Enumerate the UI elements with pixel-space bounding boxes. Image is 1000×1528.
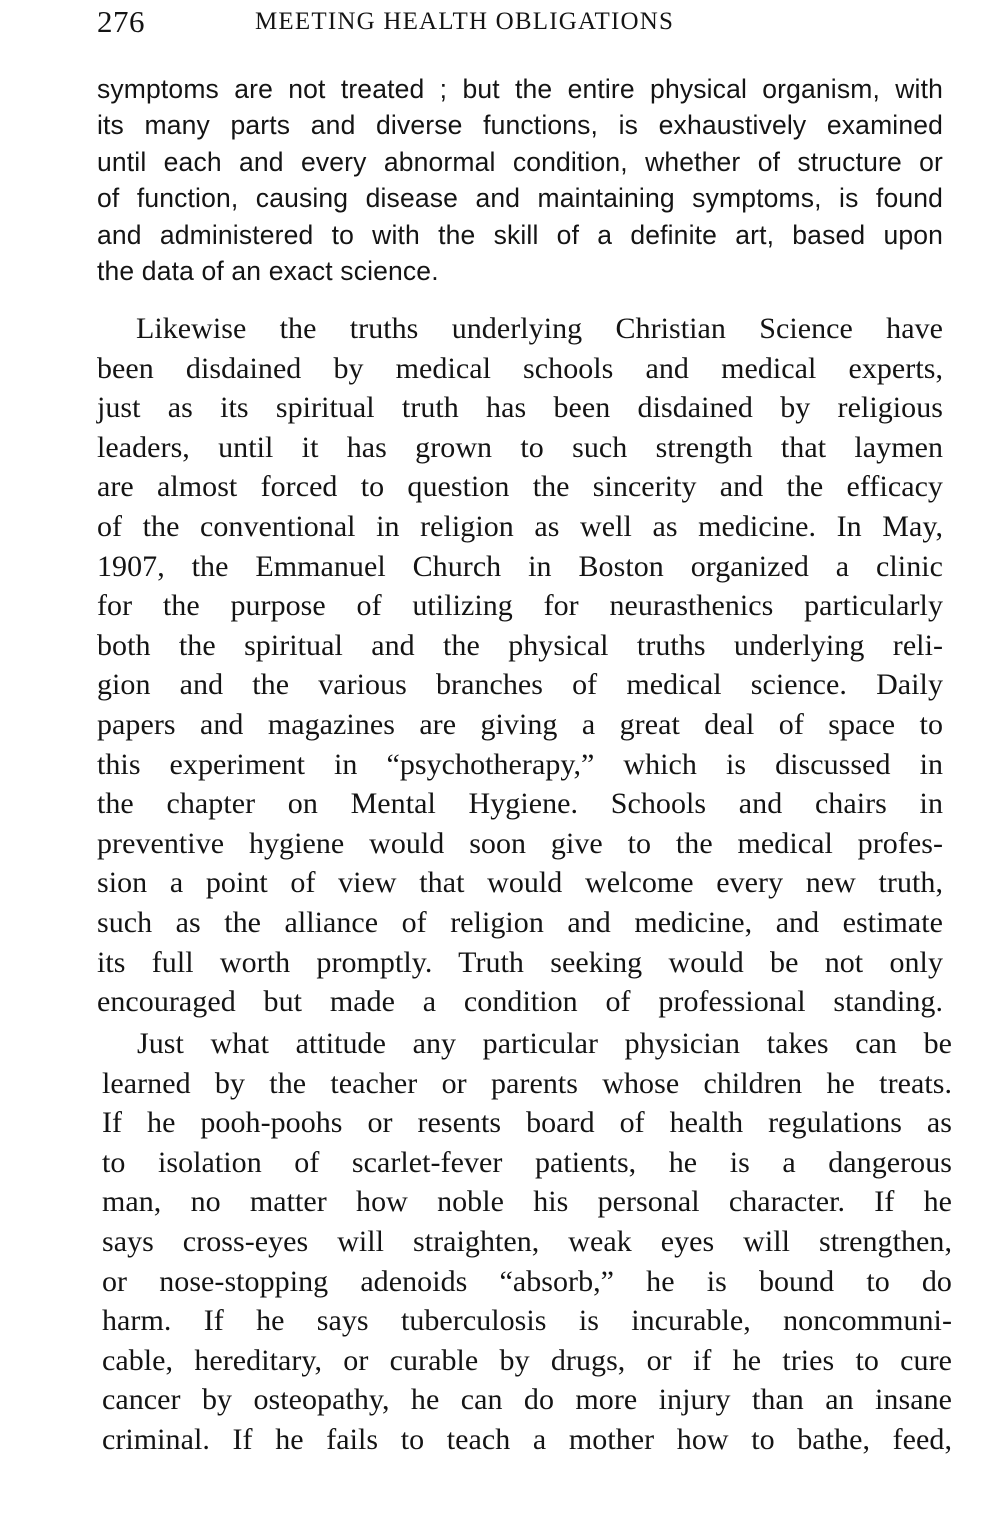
running-head: MEETING HEALTH OBLIGATIONS: [255, 8, 675, 35]
text-line: been disdained by medical schools and medical experts,: [97, 351, 943, 385]
text-line: and administered to with the skill of a definite art, based upon: [97, 219, 943, 250]
text-line: Likewise the truths underlying Christian Science have: [136, 312, 943, 345]
text-line: such as the alliance of religion and medicine, and estimate: [97, 905, 943, 939]
text-line: symptoms are not treated ; but the entire physical organism, with: [97, 74, 943, 104]
text-line: the chapter on Mental Hygiene. Schools and chairs in: [97, 787, 943, 821]
paragraph-1: [97, 71, 943, 289]
text-line: papers and magazines are giving a great deal of space to: [97, 707, 943, 741]
text-line: both the spiritual and the physical truths underlying reli-: [97, 628, 943, 662]
paragraph-2: [97, 309, 943, 1022]
text-line: until each and every abnormal condition, whether of structure or: [97, 146, 943, 177]
text-line: 1907, the Emmanuel Church in Boston organized a clinic: [97, 549, 943, 583]
text-line: says cross-eyes will straighten, weak eyes will strengthen,: [102, 1224, 952, 1258]
text-line: preventive hygiene would soon give to the medical profes-: [97, 826, 943, 860]
text-line: for the purpose of utilizing for neurasthenics particularly: [97, 589, 943, 623]
text-line: its many parts and diverse functions, is exhaustively examined: [97, 110, 943, 141]
page-number: 276: [97, 4, 145, 39]
text-line: this experiment in “psychotherapy,” which is discussed in: [97, 747, 943, 781]
text-line: just as its spiritual truth has been disdained by religious: [97, 391, 943, 425]
text-line: cancer by osteopathy, he can do more injury than an insane: [102, 1383, 952, 1417]
text-line: Just what attitude any particular physician takes can be: [137, 1027, 952, 1060]
paragraph-3: [102, 1024, 952, 1460]
text-line: of the conventional in religion as well as medicine. In May,: [97, 509, 943, 543]
text-line: of function, causing disease and maintaining symptoms, is found: [97, 183, 943, 214]
text-line: learned by the teacher or parents whose children he treats.: [102, 1066, 952, 1100]
text-line: its full worth promptly. Truth seeking would be not only: [97, 945, 943, 979]
page-header: [97, 2, 945, 42]
text-line: man, no matter how noble his personal character. If he: [102, 1185, 952, 1219]
text-line: encouraged but made a condition of professional standing.: [97, 985, 943, 1019]
text-line: harm. If he says tuberculosis is incurable, noncommuni-: [102, 1304, 952, 1338]
text-line: cable, hereditary, or curable by drugs, or if he tries to cure: [102, 1343, 952, 1377]
text-line: the data of an exact science.: [97, 255, 439, 286]
text-line: criminal. If he fails to teach a mother how to bathe, feed,: [102, 1422, 952, 1456]
text-line: If he pooh-poohs or resents board of health regulations as: [102, 1106, 952, 1140]
text-line: are almost forced to question the sincerity and the efficacy: [97, 470, 943, 504]
text-line: or nose-stopping adenoids “absorb,” he is bound to do: [102, 1264, 952, 1298]
text-line: to isolation of scarlet-fever patients, he is a dangerous: [102, 1145, 952, 1179]
text-line: sion a point of view that would welcome every new truth,: [97, 866, 943, 900]
text-line: gion and the various branches of medical science. Daily: [97, 668, 943, 702]
text-line: leaders, until it has grown to such strength that laymen: [97, 430, 943, 464]
